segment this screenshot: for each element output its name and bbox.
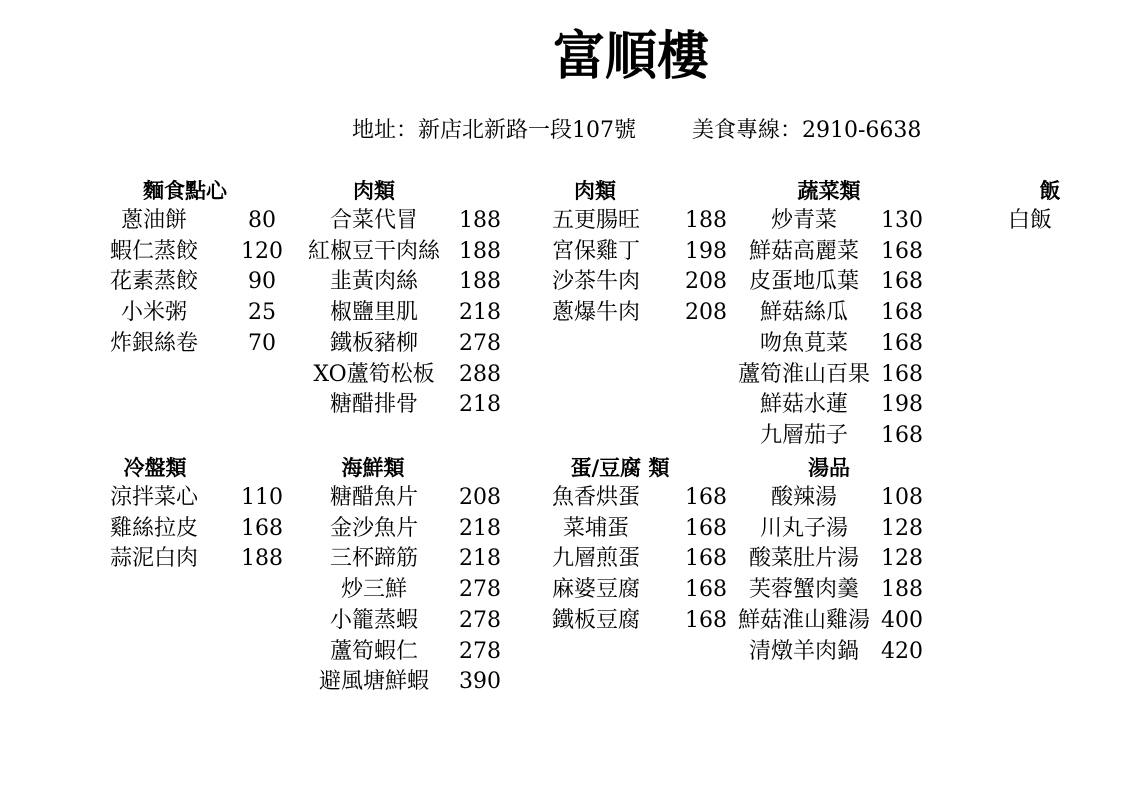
menu-item-price: 390 bbox=[459, 669, 501, 695]
category-heading: 蔬菜類 bbox=[797, 179, 861, 203]
menu-item-price: 130 bbox=[881, 208, 923, 233]
menu-item-price: 278 bbox=[459, 638, 501, 664]
menu-item-name: 九層煎蛋 bbox=[551, 546, 640, 572]
menu-item-price: 70 bbox=[248, 330, 276, 356]
category-heading: 冷盤類 bbox=[123, 456, 187, 480]
menu-item-price: 218 bbox=[459, 546, 501, 572]
menu-item-name: 椒鹽里肌 bbox=[329, 300, 418, 326]
menu-item-price: 188 bbox=[459, 208, 501, 233]
menu-item-price: 168 bbox=[881, 238, 923, 264]
menu-item-name: 菜埔蛋 bbox=[562, 515, 629, 541]
menu-item-name: 涼拌菜心 bbox=[109, 485, 198, 510]
category-heading: 蛋/豆腐 類 bbox=[570, 456, 670, 480]
menu-item-name: 麻婆豆腐 bbox=[551, 577, 640, 603]
menu-item-price: 208 bbox=[685, 269, 727, 295]
menu-item-price: 168 bbox=[685, 485, 727, 510]
menu-item-name: 蒜泥白肉 bbox=[109, 546, 198, 572]
menu-item-name: 炒青菜 bbox=[770, 208, 837, 233]
menu-item-name: 蘆筍淮山百果 bbox=[737, 361, 870, 387]
menu-item-name: 白飯 bbox=[1007, 208, 1052, 233]
menu-item-name: 九層茄子 bbox=[759, 422, 848, 448]
menu-item-name: XO蘆筍松板 bbox=[313, 361, 435, 387]
menu-item-price: 168 bbox=[685, 577, 727, 603]
menu-item-price: 90 bbox=[248, 269, 276, 295]
menu-item-price: 400 bbox=[881, 607, 923, 633]
menu-item-price: 108 bbox=[881, 485, 923, 510]
menu-item-name: 糖醋魚片 bbox=[329, 485, 418, 510]
menu-item-name: 花素蒸餃 bbox=[109, 269, 198, 295]
menu-item-name: 蔥爆牛肉 bbox=[551, 300, 640, 326]
address-text: 地址：新店北新路一段107號 bbox=[352, 118, 636, 143]
category-heading: 海鮮類 bbox=[341, 456, 405, 480]
menu-item-name: 紅椒豆干肉絲 bbox=[307, 238, 440, 264]
menu-item-price: 128 bbox=[881, 546, 923, 572]
menu-item-name: 蔥油餅 bbox=[120, 208, 187, 233]
menu-item-name: 鐵板豬柳 bbox=[329, 330, 418, 356]
menu-item-name: 清燉羊肉鍋 bbox=[748, 638, 859, 664]
category-heading: 湯品 bbox=[808, 456, 850, 480]
menu-item-name: 宮保雞丁 bbox=[551, 238, 640, 264]
menu-item-price: 278 bbox=[459, 330, 501, 356]
menu-item-name: 沙茶牛肉 bbox=[551, 269, 640, 295]
menu-item-name: 鮮菇高麗菜 bbox=[748, 238, 859, 264]
menu-item-price: 25 bbox=[248, 300, 276, 326]
menu-item-name: 吻魚莧菜 bbox=[759, 330, 848, 356]
menu-item-price: 188 bbox=[881, 577, 923, 603]
menu-item-price: 168 bbox=[881, 422, 923, 448]
menu-item-name: 魚香烘蛋 bbox=[551, 485, 640, 510]
menu-item-price: 168 bbox=[685, 607, 727, 633]
menu-item-price: 420 bbox=[881, 638, 923, 664]
menu-item-price: 188 bbox=[459, 238, 501, 264]
menu-item-price: 198 bbox=[685, 238, 727, 264]
menu-item-name: 炒三鮮 bbox=[340, 577, 407, 603]
menu-item-name: 鮮菇水蓮 bbox=[759, 392, 848, 418]
menu-item-price: 288 bbox=[459, 361, 501, 387]
menu-item-price: 208 bbox=[685, 300, 727, 326]
restaurant-title: 富順樓 bbox=[552, 27, 709, 87]
menu-item-price: 208 bbox=[459, 485, 501, 510]
menu-item-name: 合菜代冒 bbox=[329, 208, 418, 233]
menu-item-price: 218 bbox=[459, 515, 501, 541]
menu-item-name: 皮蛋地瓜葉 bbox=[748, 269, 859, 295]
menu-item-name: 雞絲拉皮 bbox=[109, 515, 198, 541]
menu-item-price: 80 bbox=[248, 208, 276, 233]
menu-item-price: 198 bbox=[881, 392, 923, 418]
menu-item-price: 120 bbox=[241, 238, 283, 264]
menu-item-name: 避風塘鮮蝦 bbox=[318, 669, 429, 695]
menu-item-price: 128 bbox=[881, 515, 923, 541]
category-heading: 飯 bbox=[1039, 179, 1061, 203]
menu-item-name: 川丸子湯 bbox=[759, 515, 848, 541]
menu-item-price: 188 bbox=[685, 208, 727, 233]
menu-item-price: 188 bbox=[241, 546, 283, 572]
menu-item-name: 五更腸旺 bbox=[551, 208, 640, 233]
menu-item-price: 110 bbox=[241, 485, 283, 510]
menu-item-price: 168 bbox=[881, 330, 923, 356]
menu-item-name: 鮮菇絲瓜 bbox=[759, 300, 848, 326]
menu-item-name: 酸菜肚片湯 bbox=[748, 546, 859, 572]
menu-item-price: 188 bbox=[459, 269, 501, 295]
menu-item-name: 糖醋排骨 bbox=[329, 392, 418, 418]
category-heading: 麵食點心 bbox=[143, 179, 227, 203]
menu-item-price: 168 bbox=[881, 269, 923, 295]
category-heading: 肉類 bbox=[353, 179, 395, 203]
menu-item-name: 小籠蒸蝦 bbox=[329, 607, 418, 633]
category-heading: 肉類 bbox=[574, 179, 616, 203]
menu-item-price: 168 bbox=[685, 515, 727, 541]
menu-item-name: 鐵板豆腐 bbox=[551, 607, 640, 633]
menu-item-name: 小米粥 bbox=[120, 300, 187, 326]
menu-item-name: 炸銀絲卷 bbox=[109, 330, 198, 356]
menu-item-name: 鮮菇淮山雞湯 bbox=[737, 607, 870, 633]
menu-item-name: 韭黃肉絲 bbox=[329, 269, 418, 295]
menu-item-price: 168 bbox=[881, 361, 923, 387]
menu-item-price: 218 bbox=[459, 392, 501, 418]
menu-item-price: 168 bbox=[685, 546, 727, 572]
menu-item-name: 酸辣湯 bbox=[770, 485, 837, 510]
menu-item-name: 蝦仁蒸餃 bbox=[109, 238, 198, 264]
menu-item-name: 芙蓉蟹肉羹 bbox=[748, 577, 859, 603]
menu-item-name: 金沙魚片 bbox=[329, 515, 418, 541]
menu-item-price: 278 bbox=[459, 607, 501, 633]
menu-item-price: 218 bbox=[459, 300, 501, 326]
phone-text: 美食專線：2910-6638 bbox=[692, 118, 922, 143]
menu-item-price: 278 bbox=[459, 577, 501, 603]
menu-item-price: 168 bbox=[881, 300, 923, 326]
menu-item-name: 蘆筍蝦仁 bbox=[329, 638, 418, 664]
menu-item-price: 168 bbox=[241, 515, 283, 541]
menu-item-name: 三杯蹄筋 bbox=[329, 546, 418, 572]
